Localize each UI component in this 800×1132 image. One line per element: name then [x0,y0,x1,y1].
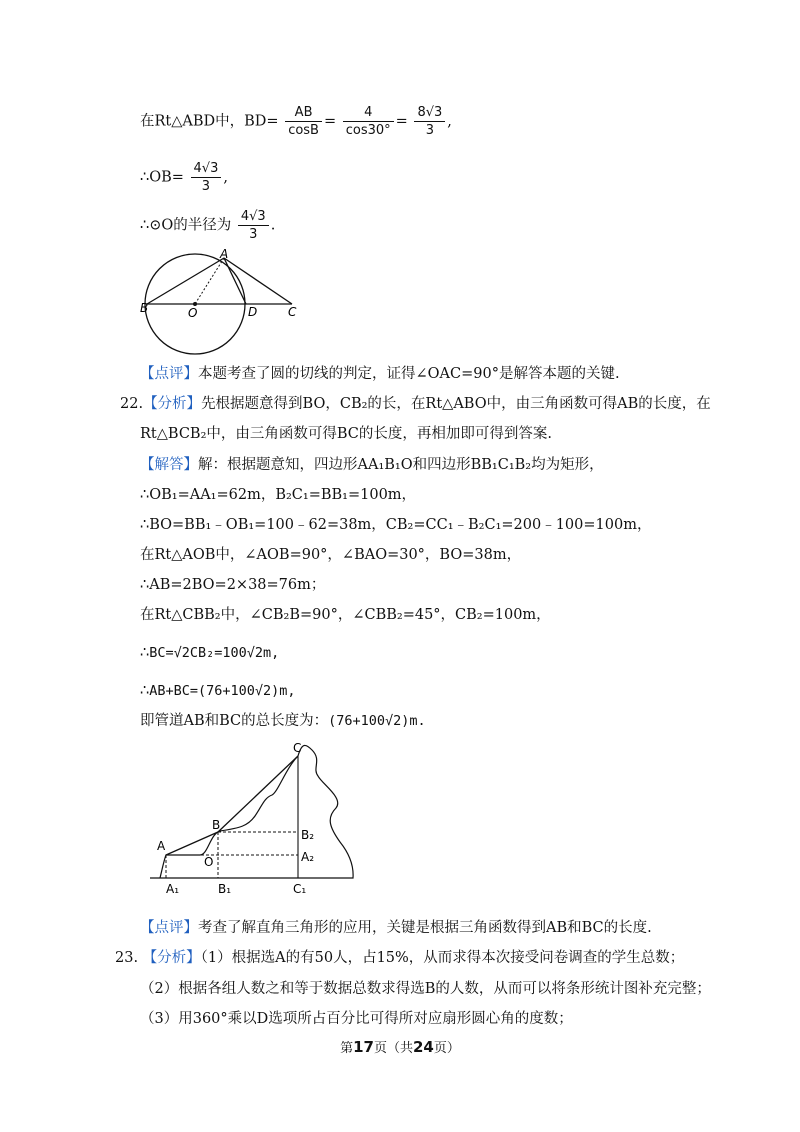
fraction-4root3-3: $\frac{4√3}{3}$ [191,160,222,195]
line-ac [224,258,292,304]
page-footer: 第17页（共24页） [340,1038,460,1056]
label-c: C [288,305,297,319]
fraction-8root3-3: $\frac{8√3}{3}$ [414,104,445,139]
page-total: 24 [413,1038,434,1056]
analysis-22-line2: Rt△BCB₂中，由三角函数可得BC的长度，再相加即可得到答案. [140,426,553,442]
line-ab [147,258,224,304]
label-a: A [157,839,166,853]
solution-22-line4: 在Rt△AOB中，∠AOB=90°，∠BAO=30°，BO=38m， [140,547,522,563]
analysis-23-line1: 23. 【分析】（1）根据选A的有50人，占15%，从而求得本次接受问卷调查的学生总数； [115,950,685,966]
label-b2: B₂ [301,828,315,842]
label-b1: B₁ [218,882,232,896]
pipe-bc [218,756,298,832]
solution-22-line3: ∴BO=BB₁﹣OB₁=100﹣62=38m，CB₂=CC₁﹣B₂C₁=200﹣100=100m， [140,517,652,533]
label-b: B [212,818,221,832]
page-number: 17 [353,1038,374,1056]
analysis-23-line2: （2）根据各组人数之和等于数据总数求得选B的人数，从而可以将条形统计图补充完整； [140,981,711,997]
label-b: B [140,301,149,315]
fraction-radius: $\frac{4√3}{3}$ [238,208,269,243]
solution-22-line5: ∴AB=2BO=2×38=76m； [140,577,326,593]
solution-22-line8: ∴AB+BC=(76+100√2)m, [140,683,296,699]
label-a: A [220,248,229,261]
analysis-23-line3: （3）用360°乘以D选项所占百分比可得所对应扇形圆心角的度数； [140,1011,573,1027]
label-c1: C₁ [293,882,307,896]
solution-22-line1: 【解答】解：根据题意知，四边形AA₁B₁O和四边形BB₁C₁B₂均为矩形， [140,457,604,473]
radius-line: ∴⊙O的半径为 $\frac{4√3}{3}$ . [140,209,276,242]
label-o: O [204,855,214,869]
pipeline-figure [140,738,365,898]
solution-22-line7: ∴BC=√2CB₂=100√2m, [140,645,280,661]
solution-22-line9: 即管道AB和BC的总长度为：(76+100√2)m. [140,713,426,729]
label-d: D [248,305,258,319]
label-c: C [293,741,302,755]
label-a2: A₂ [301,850,315,864]
review-21: 【点评】本题考查了圆的切线的判定，证得∠OAC=90°是解答本题的关键. [140,366,620,382]
label-o: O [188,306,198,320]
solution-22-line6: 在Rt△CBB₂中，∠CB₂B=90°，∠CBB₂=45°，CB₂=100m， [140,607,551,623]
review-22: 【点评】考查了解直角三角形的应用，关键是根据三角函数得到AB和BC的长度. [140,920,652,936]
solution-22-line2: ∴OB₁=AA₁=62m，B₂C₁=BB₁=100m， [140,487,417,503]
fraction-4-cos30: $\frac{4}{\cos 30^\circ}$ [343,104,394,139]
fraction-ab-cosb: $\frac{AB}{\cos B}$ [285,104,322,139]
ob-equation-line: ∴OB= $\frac{4√3}{3}$ , [140,161,228,194]
line-ao-dashed [195,258,224,304]
terrain-left-outline [160,756,298,878]
analysis-22-line1: 22.【分析】先根据题意得到BO，CB₂的长，在Rt△ABO中，由三角函数可得AB的长度，在 [120,396,711,412]
terrain-right-outline [150,745,353,878]
label-a1: A₁ [166,882,180,896]
circle-tangent-figure [140,248,310,358]
bd-equation-line: 在Rt△ABD中，BD= $\frac{AB}{\cos B}$ = $\frac{4}{\cos 30^\circ}$ = $\frac{8√3}{3}$ , [140,105,452,138]
